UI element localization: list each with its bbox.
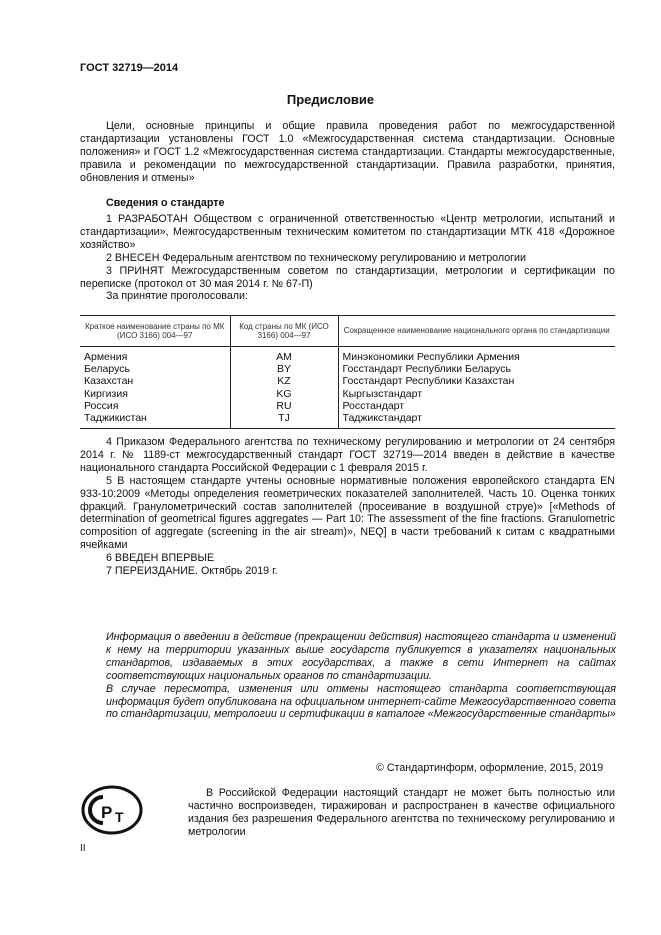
header-body: Сокращенное наименование национального органа по стандартизации (338, 316, 615, 347)
table-row (80, 363, 615, 375)
country-cell: Казахстан (84, 375, 134, 388)
item-first-introduced: 6 ВВЕДЕН ВПЕРВЫЕ (106, 552, 215, 565)
table-row (80, 347, 615, 364)
body-cell: Росстандарт (338, 400, 615, 412)
section-heading: Сведения о стандарте (106, 197, 225, 209)
item-european-standard: 5 В настоящем стандарте учтены основные нормативные положения европейского стандарта EN 933-10:2009 «Методы определения геометрических показателей заполнителей. Часть 10. Оценка тонких фракций. Гранулометрический состав заполнителей (просеивание в воздушной струе)» [«Methods of determination of geometrical figures aggregates — Part 10: The assessment of the fine fractions. Granulometric composition of aggregate (screening in the air stream)», NEQ] в части требований к ситам с квадратными ячейками (80, 474, 615, 552)
code-cell: KZ (230, 375, 338, 387)
table-header-row (80, 316, 615, 347)
item-reissue: 7 ПЕРЕИЗДАНИЕ. Октябрь 2019 г. (106, 565, 278, 578)
country-cell: Киргизия (84, 387, 128, 400)
country-cell: Армения (84, 351, 128, 363)
standard-info-items-continued (80, 436, 615, 578)
country-cell: Беларусь (84, 363, 130, 376)
item-voted: За принятие проголосовали: (106, 290, 248, 303)
code-cell: KG (230, 388, 338, 400)
info-paragraph-1: Информация о введении в действие (прекращении действия) настоящего стандарта и изменений к нему на территории указанных выше государств публикуется в указателях национальных стандартов, издаваемых в этих государствах, а также в сети Интернет на сайтах соответствующих национальных органов по стандартизации. (106, 631, 616, 682)
info-paragraph-2: В случае пересмотра, изменения или отмены настоящего стандарта соответствующая информация будет опубликована на официальном интернет-сайте Межгосударственного совета по стандартизации, метрологии и сертификации в каталоге «Межгосударственные стандарты» (106, 682, 616, 721)
code-cell: RU (230, 400, 338, 412)
svg-text:Т: Т (115, 809, 124, 825)
code-cell: AM (230, 347, 338, 364)
table-row (80, 400, 615, 412)
header-code: Код страны по МК (ИСО 3166) 004—97 (230, 316, 338, 347)
body-cell: Таджикстандарт (338, 412, 615, 429)
item-adopted: 3 ПРИНЯТ Межгосударственным советом по стандартизации, метрологии и сертификации по переписке (протокол от 30 мая 2014 г. № 67-П) (80, 264, 615, 290)
table-row (80, 412, 615, 429)
item-order: 4 Приказом Федерального агентства по техническому регулированию и метрологии от 24 сентября 2014 г. № 1189-ст межгосударственный стандарт ГОСТ 32719—2014 введен в действие в качестве национального стандарта Российской Федерации с 1 февраля 2015 г. (80, 436, 615, 474)
header-country: Краткое наименование страны по МК (ИСО 3166) 004—97 (80, 316, 230, 347)
code-cell: TJ (230, 412, 338, 429)
voting-table (80, 315, 615, 429)
country-cell: Таджикистан (80, 412, 230, 429)
info-block (106, 631, 616, 721)
document-code: ГОСТ 32719—2014 (80, 62, 179, 74)
svg-text:Р: Р (101, 803, 113, 822)
body-cell: Госстандарт Республики Казахстан (338, 375, 615, 387)
item-introduced: 2 ВНЕСЕН Федеральным агентством по техническому регулированию и метрологии (106, 251, 526, 264)
intro-paragraph (80, 120, 615, 185)
standard-info-items (80, 213, 615, 303)
code-cell: BY (230, 363, 338, 375)
reproduction-notice (188, 787, 615, 839)
body-cell: Кыргызстандарт (338, 388, 615, 400)
country-cell: Россия (84, 399, 119, 412)
page-number: II (80, 843, 86, 854)
rst-logo-icon (80, 784, 144, 836)
table-row (80, 375, 615, 387)
body-cell: Госстандарт Республики Беларусь (338, 363, 615, 375)
page-title: Предисловие (286, 92, 375, 107)
item-developed: 1 РАЗРАБОТАН Обществом с ограниченной ответственностью «Центр метрологии, испытаний и стандартизации», Межгосударственным техническим комитетом по стандартизации МТК 418 «Дорожное хозяйство» (80, 213, 615, 251)
intro-text: Цели, основные принципы и общие правила проведения работ по межгосударственной стандартизации установлены ГОСТ 1.0 «Межгосударственная система стандартизации. Основные положения» и ГОСТ 1.2 «Межгосударственная система стандартизации. Стандарты межгосударственные, правила и рекомендации по межгосударственной стандартизации. Правила разработки, принятия, обновления и отмены» (80, 120, 615, 184)
table-row (80, 388, 615, 400)
notice-text: В Российской Федерации настоящий стандарт не может быть полностью или частично воспроизведен, тиражирован и распространен в качестве официального издания без разрешения Федерального агентства по техническому регулированию и метрологии (188, 787, 615, 838)
copyright-line: © Стандартинформ, оформление, 2015, 2019 (376, 762, 604, 774)
body-cell: Минэкономики Республики Армения (338, 347, 615, 364)
